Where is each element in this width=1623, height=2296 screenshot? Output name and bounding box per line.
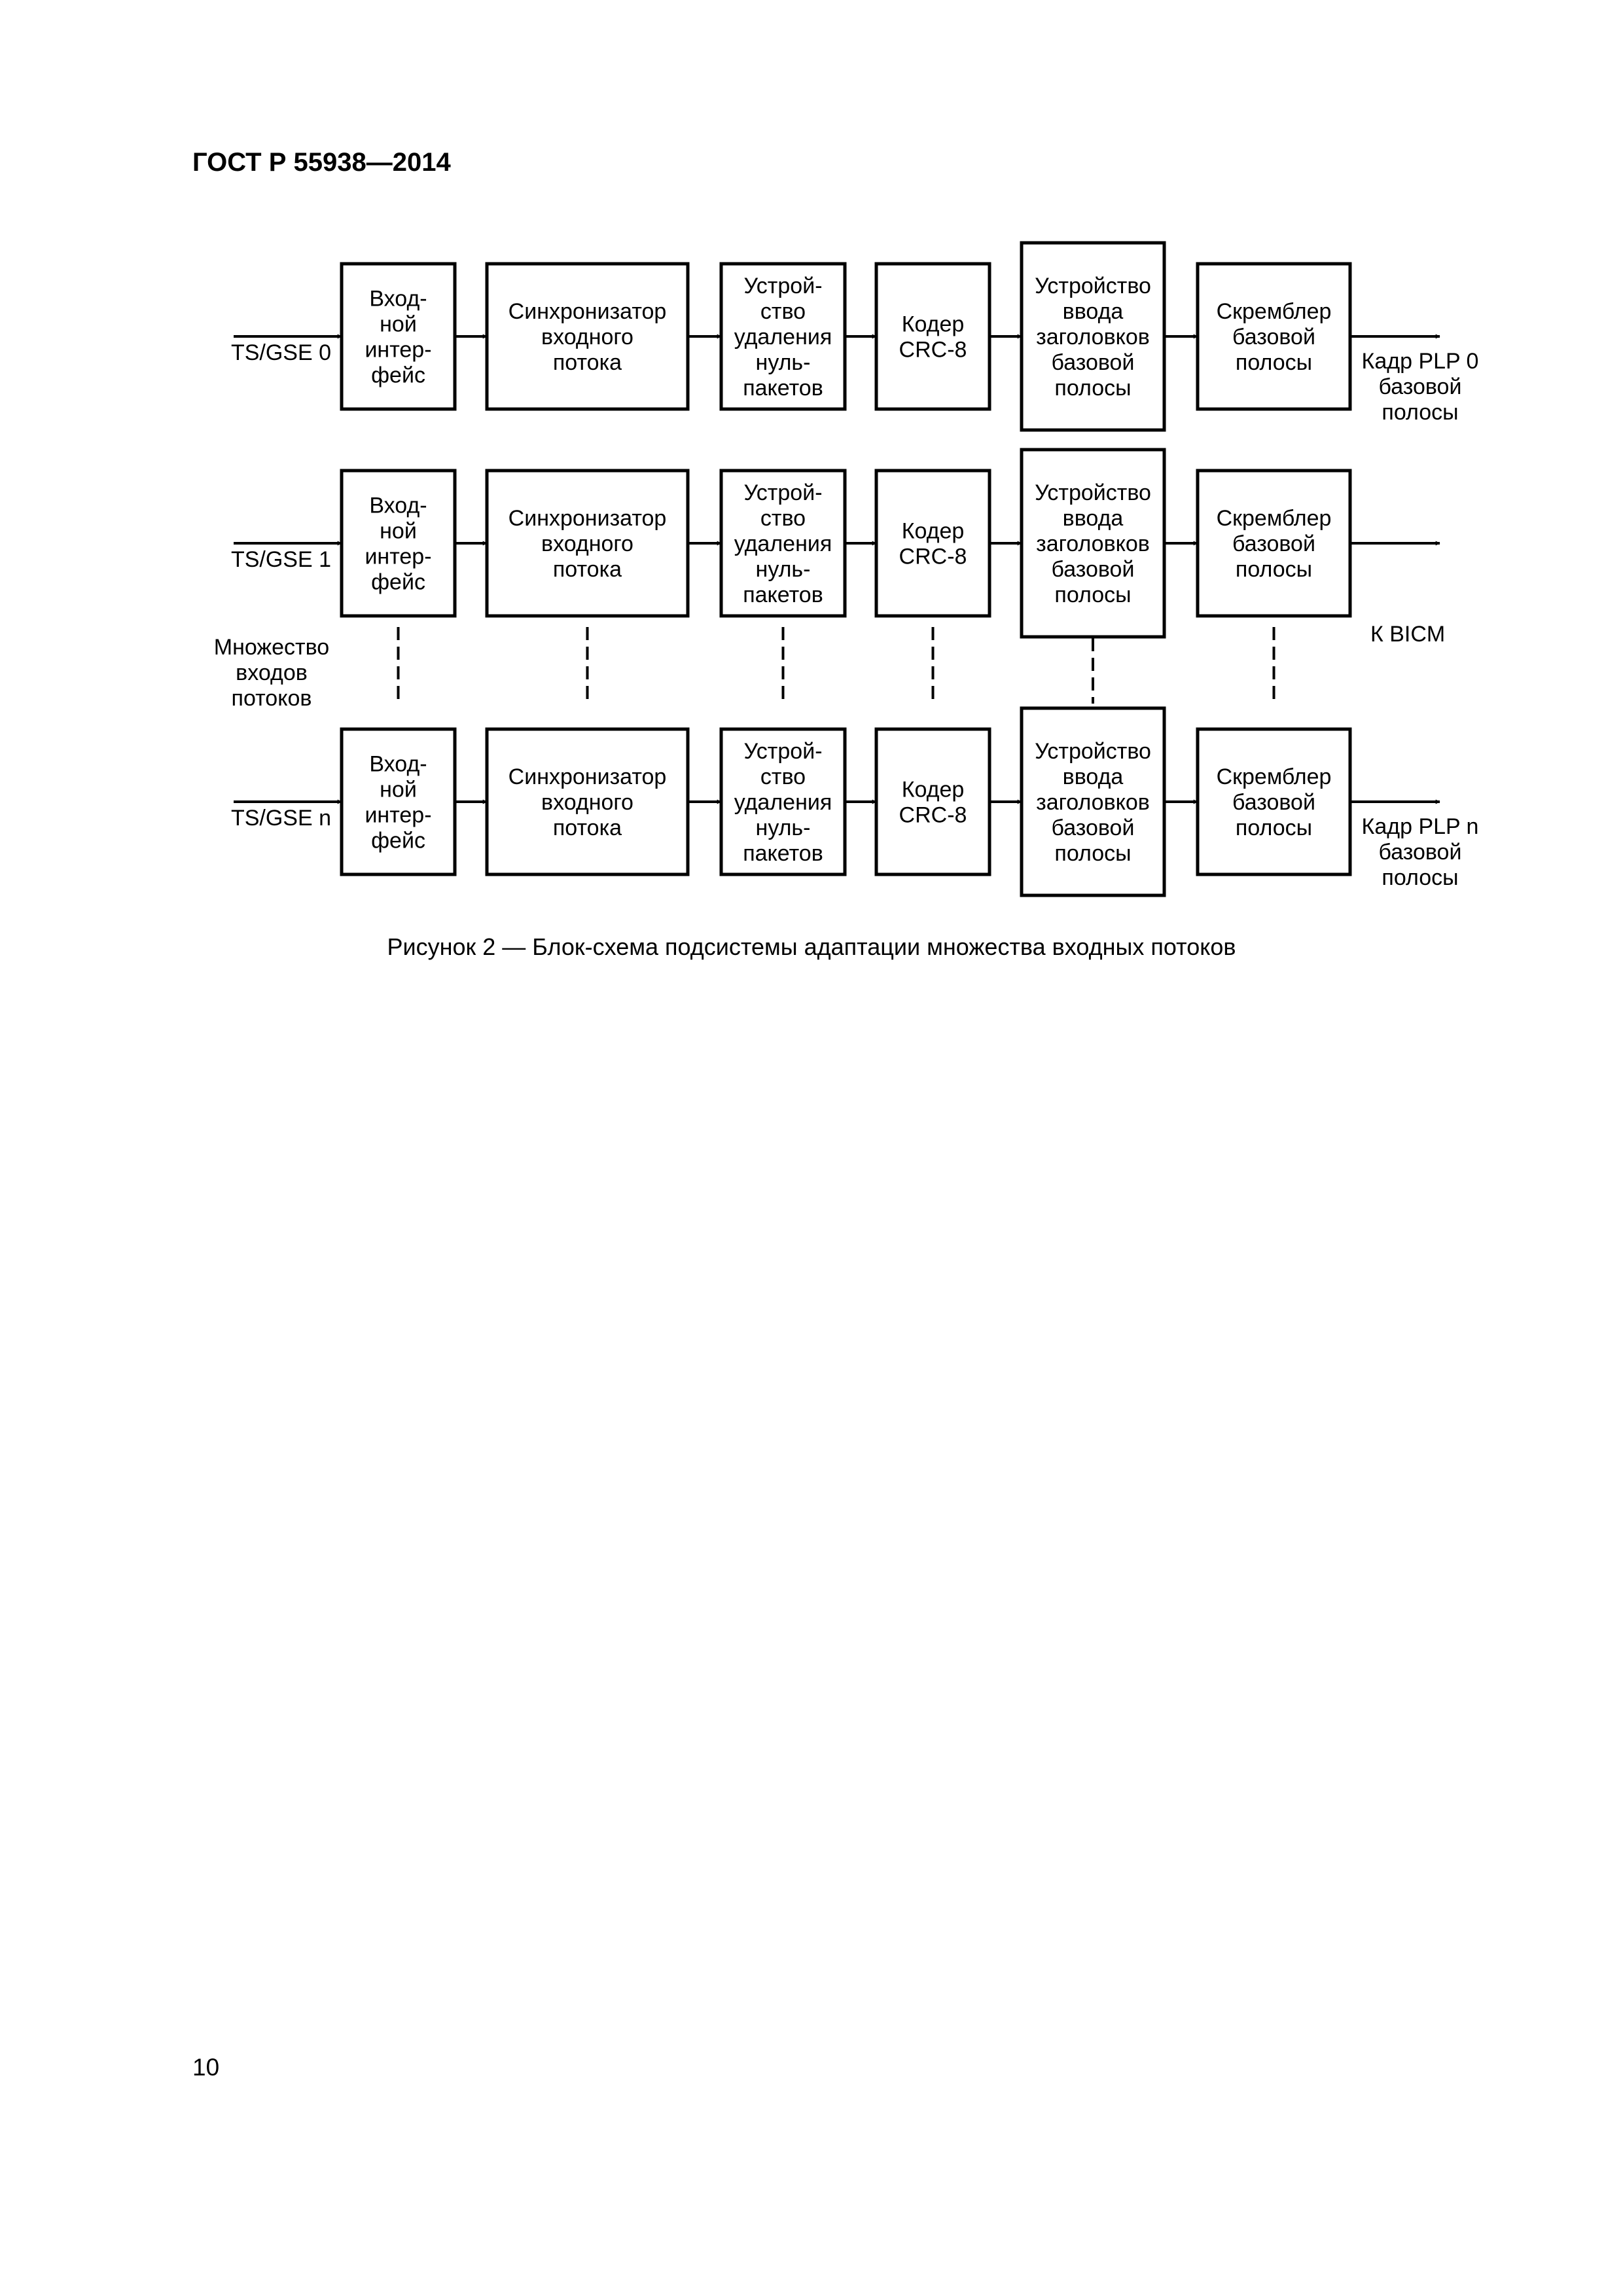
document-header: ГОСТ Р 55938—2014 — [192, 148, 451, 177]
null-packet-deletion-block-label — [734, 274, 832, 401]
stream-synchronizer-block-label-line: Синхронизатор — [508, 506, 667, 531]
page-number: 10 — [192, 2054, 220, 2081]
to-bicm-label: К BICM — [1370, 622, 1446, 647]
input-interface-block-label — [365, 493, 431, 595]
output-label-line: Кадр PLP 0 — [1361, 349, 1479, 374]
output-label — [1362, 349, 1479, 425]
crc8-encoder-block-label-line: CRC-8 — [899, 802, 967, 828]
input-interface-block-label-line: фейс — [371, 569, 425, 595]
bb-header-insertion-block-label-line: полосы — [1054, 841, 1132, 866]
bb-scrambler-block-label-line: полосы — [1235, 816, 1313, 840]
input-interface-block-label-line: ной — [380, 312, 417, 337]
stream-synchronizer-block-label-line: потока — [552, 350, 622, 375]
crc8-encoder-block-label — [899, 778, 967, 828]
null-packet-deletion-block-label-line: нуль- — [755, 350, 811, 375]
figure-caption: Рисунок 2 — Блок-схема подсистемы адаптации множества входных потоков — [387, 933, 1236, 960]
null-packet-deletion-block-label-line: ство — [760, 764, 806, 789]
input-interface-block-label — [365, 287, 431, 388]
stream-synchronizer-block-label-line: входного — [541, 790, 633, 815]
input-interface-block-label-line: фейс — [371, 363, 425, 388]
output-label-line: базовой — [1378, 840, 1462, 865]
null-packet-deletion-block-label-line: удаления — [734, 325, 832, 350]
block-diagram — [0, 0, 1623, 949]
crc8-encoder-block-label-line: CRC-8 — [899, 544, 967, 569]
bb-header-insertion-block-label-line: полосы — [1054, 376, 1132, 401]
null-packet-deletion-block-label-line: пакетов — [743, 841, 823, 866]
stream-synchronizer-block-label-line: Синхронизатор — [508, 299, 667, 324]
multiple-inputs-label-line: входов — [236, 660, 308, 685]
input-interface-block-label-line: Вход- — [369, 286, 427, 312]
bb-header-insertion-block-label-line: заголовков — [1036, 325, 1150, 350]
crc8-encoder-block-label-line: CRC-8 — [899, 337, 967, 363]
null-packet-deletion-block-label-line: Устрой- — [743, 274, 823, 298]
bb-scrambler-block-label-line: Скремблер — [1216, 506, 1332, 531]
input-interface-block-label-line: Вход- — [369, 751, 427, 777]
null-packet-deletion-block-label — [734, 739, 832, 866]
stream-synchronizer-block-label-line: потока — [552, 557, 622, 582]
input-stream-label: TS/GSE 0 — [230, 340, 331, 365]
bb-scrambler-block-label-line: базовой — [1232, 325, 1315, 350]
null-packet-deletion-block-label-line: ство — [760, 299, 806, 324]
bb-header-insertion-block-label-line: базовой — [1051, 350, 1135, 375]
bb-header-insertion-block-label-line: Устройство — [1035, 480, 1151, 505]
output-label-line: базовой — [1378, 374, 1462, 399]
null-packet-deletion-block-label-line: Устрой- — [743, 739, 823, 764]
crc8-encoder-block-label-line: Кодер — [901, 518, 965, 544]
input-interface-block-label-line: ной — [380, 777, 417, 802]
input-stream-label: TS/GSE 1 — [230, 547, 331, 572]
input-interface-block-label-line: интер- — [365, 337, 432, 363]
null-packet-deletion-block-label-line: пакетов — [743, 376, 823, 401]
input-interface-block-label-line: интер- — [365, 802, 432, 828]
bb-header-insertion-block-label-line: базовой — [1051, 816, 1135, 840]
input-stream-label: TS/GSE n — [230, 806, 331, 831]
crc8-encoder-block-label — [899, 312, 967, 363]
crc8-encoder-block-label-line: Кодер — [901, 777, 965, 802]
bb-scrambler-block-label-line: полосы — [1235, 557, 1313, 582]
bb-scrambler-block-label-line: Скремблер — [1216, 764, 1332, 789]
null-packet-deletion-block-label-line: пакетов — [743, 583, 823, 607]
output-label-line: полосы — [1382, 400, 1459, 425]
bb-header-insertion-block-label-line: заголовков — [1036, 531, 1150, 556]
crc8-encoder-block-label — [899, 519, 967, 569]
null-packet-deletion-block-label-line: нуль- — [755, 816, 811, 840]
bb-header-insertion-block-label-line: заголовков — [1036, 790, 1150, 815]
bb-header-insertion-block-label-line: ввода — [1062, 299, 1124, 324]
input-interface-block-label-line: интер- — [365, 544, 432, 569]
crc8-encoder-block-label-line: Кодер — [901, 312, 965, 337]
stream-synchronizer-block-label-line: входного — [541, 325, 633, 350]
input-interface-block-label-line: ной — [380, 518, 417, 544]
bb-scrambler-block-label-line: Скремблер — [1216, 299, 1332, 324]
multiple-inputs-label — [214, 635, 329, 711]
output-label-line: полосы — [1382, 865, 1459, 890]
bb-header-insertion-block-label-line: полосы — [1054, 583, 1132, 607]
null-packet-deletion-block-label-line: Устрой- — [743, 480, 823, 505]
bb-header-insertion-block-label-line: Устройство — [1035, 739, 1151, 764]
bb-header-insertion-block-label-line: базовой — [1051, 557, 1135, 582]
null-packet-deletion-block-label — [734, 480, 832, 607]
stream-synchronizer-block-label-line: потока — [552, 816, 622, 840]
bb-header-insertion-block-label-line: ввода — [1062, 764, 1124, 789]
output-label — [1362, 814, 1479, 890]
bb-scrambler-block-label-line: базовой — [1232, 531, 1315, 556]
input-interface-block-label-line: Вход- — [369, 493, 427, 518]
stream-synchronizer-block-label-line: Синхронизатор — [508, 764, 667, 789]
multiple-inputs-label-line: Множество — [213, 635, 330, 660]
multiple-inputs-label-line: потоков — [231, 686, 312, 711]
stream-synchronizer-block-label-line: входного — [541, 531, 633, 556]
input-interface-block-label-line: фейс — [371, 828, 425, 853]
null-packet-deletion-block-label-line: нуль- — [755, 557, 811, 582]
null-packet-deletion-block-label-line: удаления — [734, 790, 832, 815]
null-packet-deletion-block-label-line: удаления — [734, 531, 832, 556]
bb-scrambler-block-label-line: базовой — [1232, 790, 1315, 815]
bb-scrambler-block-label-line: полосы — [1235, 350, 1313, 375]
input-interface-block-label — [365, 752, 431, 853]
bb-header-insertion-block-label-line: ввода — [1062, 506, 1124, 531]
output-label-line: Кадр PLP n — [1361, 814, 1479, 839]
bb-header-insertion-block-label-line: Устройство — [1035, 274, 1151, 298]
null-packet-deletion-block-label-line: ство — [760, 506, 806, 531]
